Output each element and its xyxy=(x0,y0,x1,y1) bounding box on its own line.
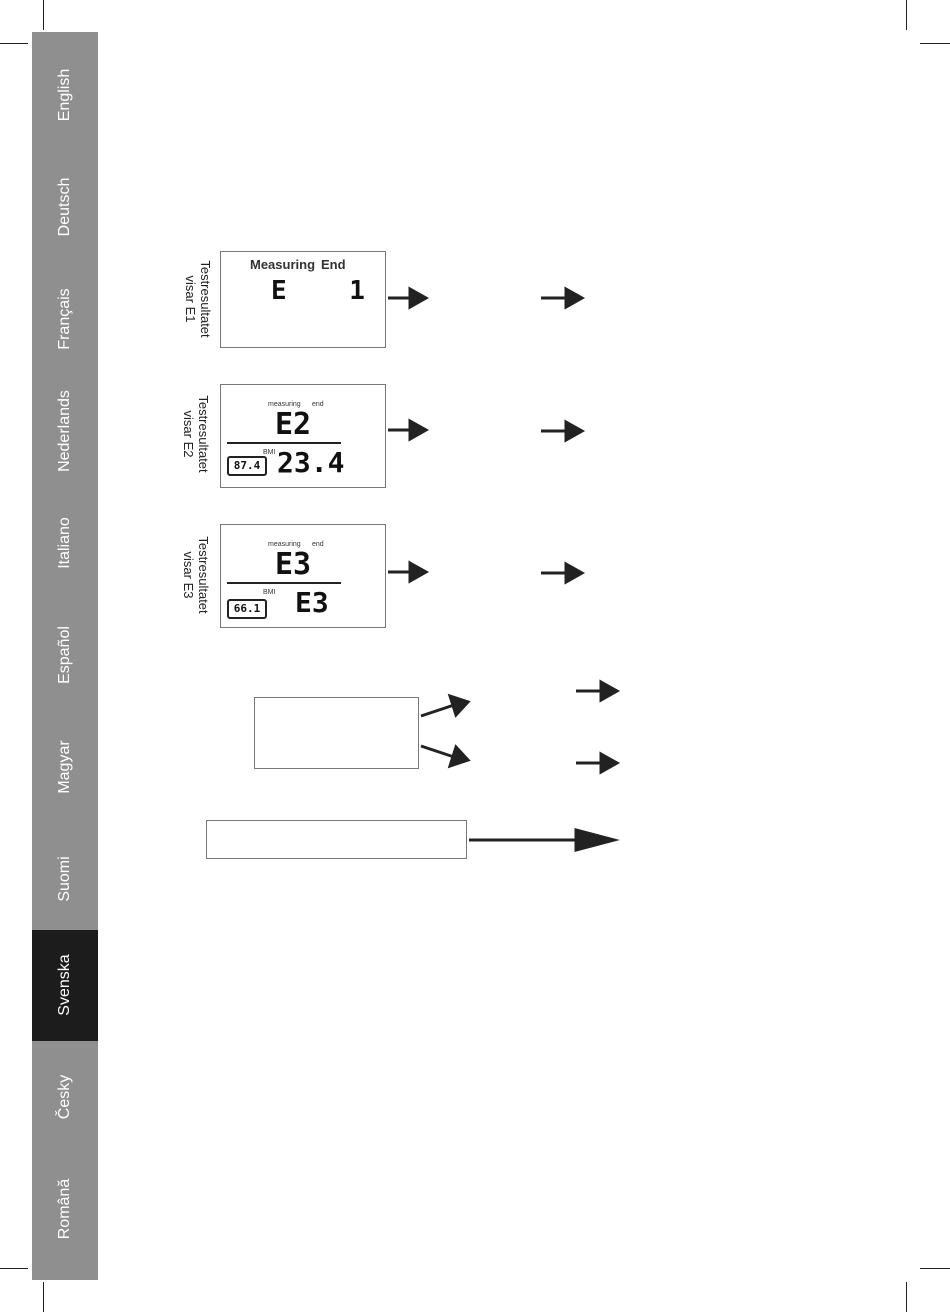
tab-label: Français xyxy=(56,288,73,350)
lcd-error-code: E2 xyxy=(275,407,312,442)
arrow-icon xyxy=(576,830,614,850)
caption-line: Testresultatet xyxy=(196,395,211,473)
lcd-measuring-label: measuring xyxy=(268,401,301,408)
caption-line: visar E1 xyxy=(183,275,198,323)
lcd-error-code: E3 xyxy=(275,547,312,582)
arrow-icon xyxy=(410,289,426,307)
tab-label: Deutsch xyxy=(56,177,73,237)
arrow-icon xyxy=(450,747,468,766)
arrow-icon xyxy=(601,682,617,700)
tab-label: Magyar xyxy=(56,740,73,794)
arrow-icon xyxy=(410,421,426,439)
lcd-weight-value: 87.4 xyxy=(227,456,267,476)
lcd-error-code: E 1 xyxy=(271,276,365,306)
arrow-icon xyxy=(450,696,468,715)
arrow-icon xyxy=(601,754,617,772)
lcd-bmi-value: E3 xyxy=(295,586,329,619)
lcd-end-label: End xyxy=(321,257,346,272)
lcd-measuring-label: Measuring xyxy=(250,257,316,272)
caption-line: Testresultatet xyxy=(196,536,211,614)
lcd-bmi-label: BMI xyxy=(263,449,276,456)
tab-label: Česky xyxy=(56,1074,73,1120)
arrow-icon xyxy=(421,705,454,716)
lcd-end-label: end xyxy=(312,541,324,548)
tab-label: Svenska xyxy=(56,954,73,1016)
lcd-end-label: end xyxy=(312,401,324,408)
tab-label: English xyxy=(56,68,73,122)
tab-label: Nederlands xyxy=(56,390,73,472)
tab-label: Suomi xyxy=(56,856,73,902)
lcd-bmi-label: BMI xyxy=(263,589,276,596)
tab-label: Română xyxy=(56,1178,73,1240)
lcd-bmi-value: 23.4 xyxy=(277,446,345,479)
tab-label: Italiano xyxy=(56,517,73,569)
arrow-icon xyxy=(410,563,426,581)
arrow-icon xyxy=(421,746,454,757)
arrow-icon xyxy=(566,422,582,440)
arrow-icon xyxy=(566,289,582,307)
caption-line: visar E2 xyxy=(181,410,196,458)
caption-line: Testresultatet xyxy=(198,260,213,338)
lcd-measuring-label: measuring xyxy=(268,541,301,548)
tab-label: Español xyxy=(56,626,73,684)
arrow-icon xyxy=(566,564,582,582)
lcd-weight-value: 66.1 xyxy=(227,599,267,619)
caption-line: visar E3 xyxy=(181,551,196,599)
